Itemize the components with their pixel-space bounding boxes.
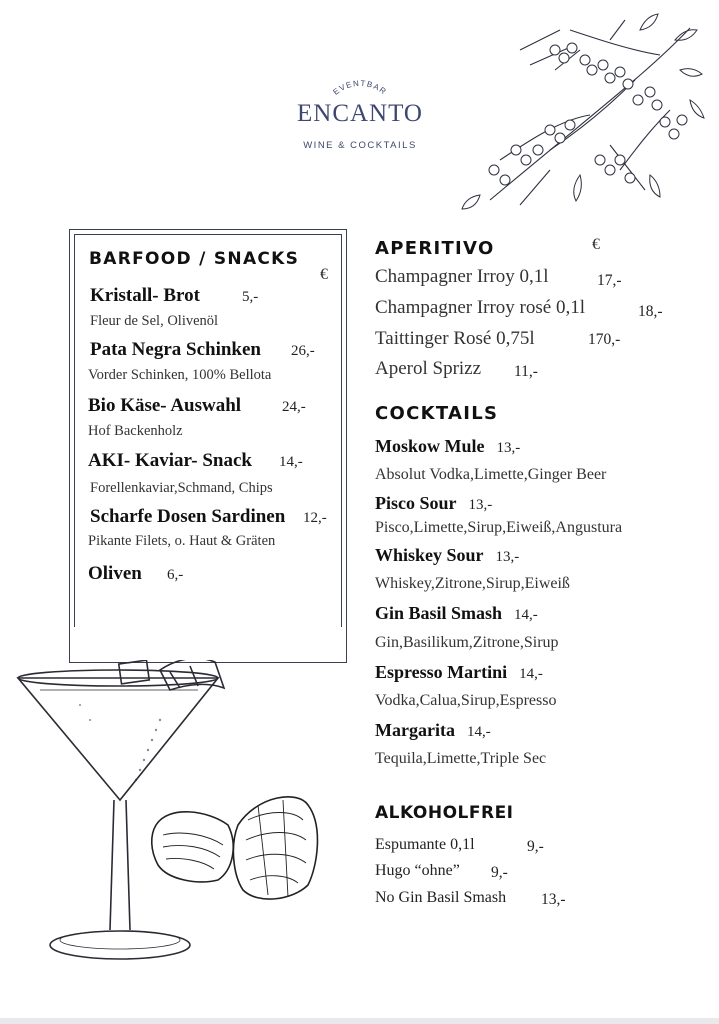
barfood-item-desc: Fleur de Sel, Olivenöl [90, 313, 219, 329]
barfood-item-name: AKI- Kaviar- Snack [88, 450, 252, 471]
cocktail-item-name: Gin Basil Smash 14,- [375, 603, 538, 623]
barfood-item-price: 6,- [167, 567, 184, 583]
cocktail-item-desc: Pisco,Limette,Sirup,Eiweiß,Angustura [375, 519, 623, 536]
barfood-item-name: Pata Negra Schinken [90, 339, 261, 360]
cocktail-item-name: Margarita 14,- [375, 720, 491, 740]
cocktail-item-price: 13,- [496, 440, 521, 456]
cocktail-item-price: 13,- [495, 549, 520, 565]
cocktail-item-name: Espresso Martini 14,- [375, 662, 543, 682]
aperitivo-item-price: 170,- [588, 331, 621, 348]
logo-arc-label: EVENTBAR [331, 78, 389, 97]
cocktail-item-price: 14,- [514, 607, 538, 623]
barfood-item-desc: Hof Backenholz [88, 423, 183, 439]
aperitivo-item-price: 17,- [597, 272, 622, 289]
aperitivo-item-name: Champagner Irroy rosé 0,1l [375, 297, 585, 318]
cocktail-item-desc: Absolut Vodka,Limette,Ginger Beer [375, 466, 607, 483]
alkoholfrei-heading: ALKOHOLFREI [375, 803, 514, 823]
barfood-item-desc: Vorder Schinken, 100% Bellota [88, 367, 272, 383]
aperitivo-item-name: Taittinger Rosé 0,75l [375, 328, 535, 349]
barfood-item-desc: Forellenkaviar,Schmand, Chips [90, 480, 273, 496]
alkoholfrei-item-name: No Gin Basil Smash [375, 889, 507, 906]
cocktail-item-desc: Whiskey,Zitrone,Sirup,Eiweiß [375, 575, 570, 592]
barfood-item-name: Kristall- Brot [90, 285, 200, 306]
aperitivo-item-name: Champagner Irroy 0,1l [375, 266, 549, 287]
barfood-item-desc: Pikante Filets, o. Haut & Gräten [88, 533, 276, 549]
aperitivo-currency: € [592, 236, 600, 253]
alkoholfrei-item-price: 13,- [541, 891, 566, 908]
cocktail-item-name: Pisco Sour 13,- [375, 493, 493, 513]
svg-text:EVENTBAR [331, 79, 388, 97]
barfood-heading: BARFOOD / SNACKS [89, 249, 300, 269]
barfood-item-name: Bio Käse- Auswahl [88, 395, 242, 416]
alkoholfrei-item-price: 9,- [527, 838, 544, 855]
barfood-item-price: 26,- [291, 343, 315, 359]
logo-title: ENCANTO [297, 100, 423, 127]
logo [270, 60, 450, 160]
cocktail-item-name: Whiskey Sour 13,- [375, 545, 520, 565]
berry-branch-illustration [460, 10, 710, 220]
barfood-item-name: Oliven [88, 563, 142, 584]
aperitivo-item-price: 18,- [638, 303, 663, 320]
cocktail-item-price: 14,- [519, 666, 543, 682]
cocktail-item-desc: Tequila,Limette,Triple Sec [375, 750, 547, 767]
cocktail-item-name: Moskow Mule 13,- [375, 436, 521, 456]
logo-subtitle: WINE & COCKTAILS [303, 140, 417, 151]
alkoholfrei-item-name: Hugo “ohne” [375, 862, 460, 879]
ham-slices-illustration [148, 785, 328, 915]
alkoholfrei-item-name: Espumante 0,1l [375, 836, 475, 853]
cocktail-item-price: 14,- [466, 724, 491, 740]
cocktail-item-desc: Vodka,Calua,Sirup,Espresso [375, 692, 557, 709]
alkoholfrei-item-price: 9,- [491, 864, 508, 881]
barfood-item-price: 14,- [279, 454, 303, 470]
bottom-strip [0, 1018, 719, 1024]
aperitivo-item-name: Aperol Sprizz [375, 358, 482, 379]
aperitivo-item-price: 11,- [514, 363, 538, 380]
cocktails-heading: COCKTAILS [375, 403, 499, 424]
aperitivo-heading: APERITIVO [375, 238, 495, 259]
barfood-item-price: 5,- [242, 289, 259, 305]
cocktail-item-price: 13,- [468, 497, 493, 513]
barfood-currency: € [320, 266, 328, 283]
barfood-item-price: 12,- [303, 510, 327, 526]
barfood-item-price: 24,- [282, 399, 306, 415]
cocktail-item-desc: Gin,Basilikum,Zitrone,Sirup [375, 634, 559, 651]
barfood-item-name: Scharfe Dosen Sardinen [90, 506, 286, 527]
